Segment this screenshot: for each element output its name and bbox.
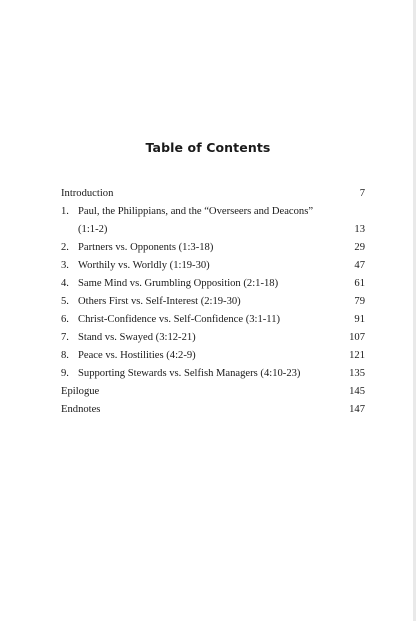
toc-entry-chapter-9 (61, 365, 365, 383)
toc-entry-page: 147 (349, 403, 365, 415)
toc-entry-number: 1. (61, 206, 69, 217)
toc-entry-chapter-5 (61, 293, 365, 311)
toc-entry-chapter-2 (61, 239, 365, 257)
toc-entry-introduction (61, 185, 365, 203)
toc-entry-endnotes (61, 401, 365, 419)
toc-entry-number: 7. (61, 331, 69, 343)
toc-entry-chapter-3 (61, 257, 365, 275)
toc-entry-number: 3. (61, 259, 69, 271)
toc-entry-label: Partners vs. Opponents (1:3-18) (78, 241, 214, 253)
toc-entry-label: Endnotes (61, 403, 101, 415)
toc-entry-label: Introduction (61, 188, 114, 199)
toc-entry-page: 121 (349, 349, 365, 361)
toc-entry-chapter-4 (61, 275, 365, 293)
toc-entry-page: 47 (354, 259, 365, 271)
toc-entry-page: 13 (354, 224, 365, 235)
toc-entry-page: 61 (354, 277, 365, 289)
toc-entry-page: 79 (354, 295, 365, 307)
toc-entry-page: 91 (354, 313, 365, 325)
toc-entry-label: Same Mind vs. Grumbling Opposition (2:1-18) (78, 277, 279, 289)
toc-entry-page: 107 (349, 331, 365, 343)
toc-entry-label: Stand vs. Swayed (3:12-21) (78, 331, 196, 343)
toc-entry-page: 145 (349, 385, 365, 397)
page-title: Table of Contents (145, 140, 271, 155)
toc-entry-label: Supporting Stewards vs. Selfish Managers (4:10-23) (78, 367, 301, 379)
toc-entry-label: Worthily vs. Worldly (1:19-30) (78, 259, 210, 271)
toc-entry-number: 5. (61, 295, 69, 307)
toc-entry-epilogue (61, 383, 365, 401)
toc-entry-label: (1:1-2) (78, 224, 108, 235)
toc-entry-label: Paul, the Philippians, and the “Overseers and Deacons” (78, 206, 314, 217)
toc-entry-page: 7 (359, 188, 365, 199)
toc-entry-chapter-8 (61, 347, 365, 365)
toc-entry-number: 2. (61, 241, 69, 253)
toc-entry-label: Epilogue (61, 385, 100, 397)
toc-entry-label: Others First vs. Self-Interest (2:19-30) (78, 295, 241, 307)
toc-entry-chapter-1 (61, 203, 365, 221)
toc-entry-chapter-7 (61, 329, 365, 347)
toc-entry-chapter-6 (61, 311, 365, 329)
toc-entry-label: Peace vs. Hostilities (4:2-9) (78, 349, 196, 361)
toc-entry-page: 135 (349, 367, 365, 379)
toc-entry-label: Christ-Confidence vs. Self-Confidence (3:1-11) (78, 313, 281, 325)
table-of-contents (61, 185, 365, 419)
toc-entry-number: 4. (61, 277, 69, 289)
toc-entry-number: 9. (61, 367, 69, 379)
toc-entry-number: 8. (61, 349, 69, 361)
toc-entry-chapter-1-continued (61, 221, 365, 239)
toc-entry-number: 6. (61, 313, 69, 325)
toc-entry-page: 29 (354, 241, 365, 253)
